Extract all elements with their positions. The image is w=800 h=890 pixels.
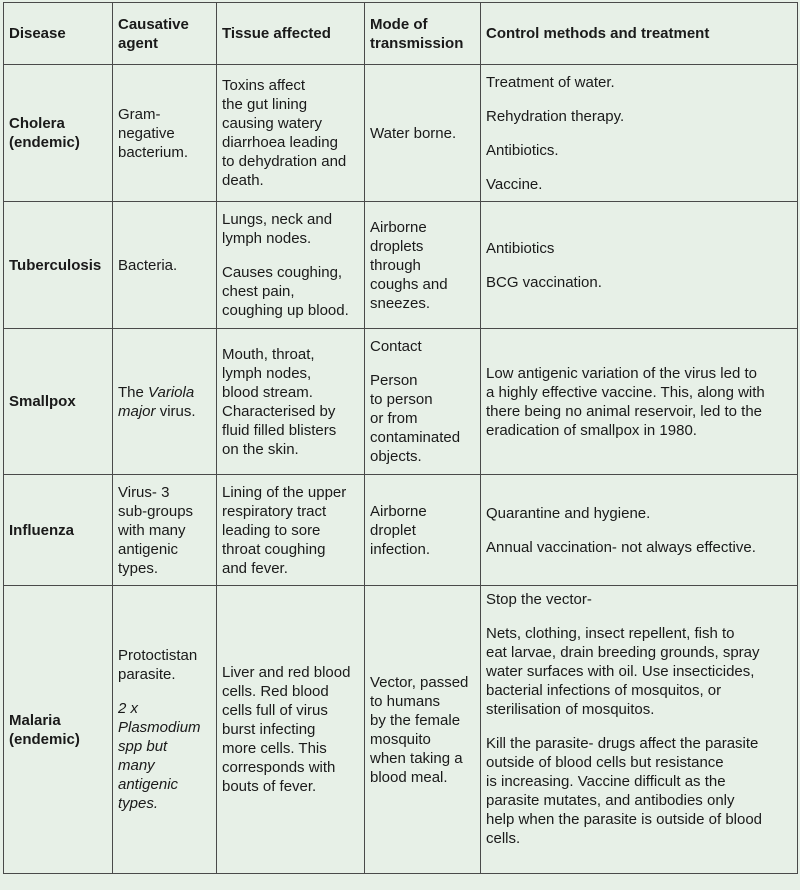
table-row-tuberculosis [4,202,798,329]
cell-agent: Gram- negative bacterium. [113,65,217,202]
cell-disease: Tuberculosis [4,202,113,329]
cell-agent: Protoctistan parasite. 2 x Plasmodium spp but many antigenic types. [113,586,217,874]
cell-disease: Malaria (endemic) [4,586,113,874]
cell-tissue: Lining of the upper respiratory tract leading to sore throat coughing and fever. [217,475,365,586]
header-tissue-affected: Tissue affected [217,3,365,65]
cell-mode: Airborne droplets through coughs and sneezes. [365,202,481,329]
header-row [4,3,798,65]
header-causative-agent: Causative agent [113,3,217,65]
cell-control: Treatment of water. Rehydration therapy. Antibiotics. Vaccine. [481,65,798,202]
table-row-malaria [4,586,798,874]
cell-tissue: Lungs, neck and lymph nodes. Causes coughing, chest pain, coughing up blood. [217,202,365,329]
header-mode-of-transmission: Mode of transmission [365,3,481,65]
cell-tissue: Toxins affect the gut lining causing watery diarrhoea leading to dehydration and death. [217,65,365,202]
cell-disease: Smallpox [4,329,113,475]
cell-agent: The Variola major virus. [113,329,217,475]
table-row-influenza [4,475,798,586]
cell-control: Quarantine and hygiene. Annual vaccination- not always effective. [481,475,798,586]
cell-disease: Cholera (endemic) [4,65,113,202]
cell-control: Low antigenic variation of the virus led to a highly effective vaccine. This, along with there being no animal reservoir, led to the eradication of smallpox in 1980. [481,329,798,475]
header-control-methods: Control methods and treatment [481,3,798,65]
table-row-smallpox [4,329,798,475]
table-row-cholera [4,65,798,202]
cell-mode: Water borne. [365,65,481,202]
cell-control: Stop the vector- Nets, clothing, insect repellent, fish to eat larvae, drain breeding grounds, spray water surfaces with oil. Use insecticides, bacterial infections of mosquitos, or sterilisation of mosquitos. Kill the parasite- drugs affect the parasite outside of blood cells but resistance is increasing. Vaccine difficult as the parasite mutates, and antibodies only help when the parasite is outside of blood cells. [481,586,798,874]
cell-agent: Bacteria. [113,202,217,329]
header-disease: Disease [4,3,113,65]
cell-agent: Virus- 3 sub-groups with many antigenic types. [113,475,217,586]
cell-control: Antibiotics BCG vaccination. [481,202,798,329]
cell-disease: Influenza [4,475,113,586]
cell-mode: Contact Person to person or from contaminated objects. [365,329,481,475]
cell-mode: Airborne droplet infection. [365,475,481,586]
disease-table [3,2,798,874]
cell-tissue: Liver and red blood cells. Red blood cells full of virus burst infecting more cells. This corresponds with bouts of fever. [217,586,365,874]
cell-tissue: Mouth, throat, lymph nodes, blood stream. Characterised by fluid filled blisters on the skin. [217,329,365,475]
cell-mode: Vector, passed to humans by the female mosquito when taking a blood meal. [365,586,481,874]
